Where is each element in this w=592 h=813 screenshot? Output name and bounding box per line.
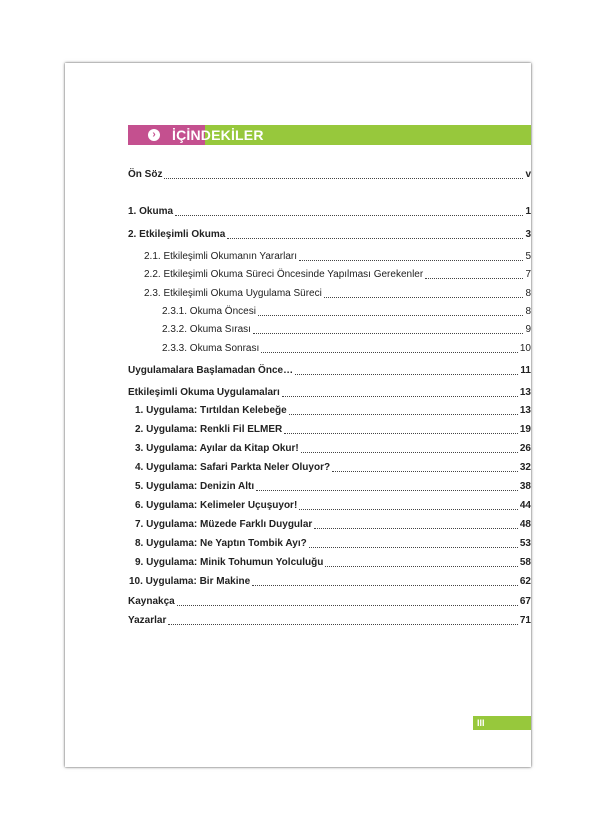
toc-entry-label: Ön Söz	[128, 169, 163, 180]
toc-entry[interactable]	[135, 462, 531, 474]
toc-entry-page: 1	[525, 206, 531, 217]
toc-entry[interactable]	[128, 206, 531, 218]
toc-leader	[258, 314, 524, 316]
toc-leader	[299, 259, 523, 261]
toc-leader	[295, 373, 518, 375]
toc-entry[interactable]	[162, 343, 531, 355]
toc-entry-page: 67	[519, 596, 531, 607]
toc-entry[interactable]	[128, 169, 531, 181]
toc-entry-page: 53	[519, 538, 531, 549]
toc-entry-label: 4. Uygulama: Safari Parkta Neler Oluyor?	[135, 462, 331, 473]
toc-entry-label: 1. Okuma	[128, 206, 174, 217]
toc-entry-page: 13	[519, 387, 531, 398]
toc-entry-page: 8	[525, 288, 531, 299]
toc-entry[interactable]	[144, 288, 531, 300]
toc-entry-page: 8	[525, 306, 531, 317]
toc-leader	[314, 527, 518, 529]
toc-leader	[227, 237, 523, 239]
toc-leader	[324, 296, 524, 298]
toc-leader	[301, 451, 518, 453]
toc-entry-label: Etkileşimli Okuma Uygulamaları	[128, 387, 280, 398]
toc-entry-page: 7	[525, 269, 531, 280]
toc-entry[interactable]	[128, 229, 531, 241]
toc-entry-page: 32	[519, 462, 531, 473]
toc-entry-label: 2.2. Etkileşimli Okuma Süreci Öncesinde Yapılması Gerekenler	[144, 269, 424, 280]
toc-entry[interactable]	[135, 519, 531, 531]
toc-entry[interactable]	[144, 251, 531, 263]
page-title: İÇİNDEKİLER	[172, 127, 264, 143]
toc-entry[interactable]	[144, 269, 531, 281]
toc-entry-page: 58	[519, 557, 531, 568]
toc-entry-label: 2.3.3. Okuma Sonrası	[162, 343, 260, 354]
toc-entry[interactable]	[128, 596, 531, 608]
toc-entry-page: 13	[519, 405, 531, 416]
toc-entry-label: Kaynakça	[128, 596, 175, 607]
toc-leader	[299, 508, 518, 510]
toc-entry[interactable]	[135, 557, 531, 569]
toc-entry-page: 44	[519, 500, 531, 511]
toc-entry-page: 48	[519, 519, 531, 530]
toc-leader	[289, 413, 518, 415]
toc-leader	[253, 332, 524, 334]
toc-entry-label: 2.3.2. Okuma Sırası	[162, 324, 251, 335]
toc-leader	[332, 470, 518, 472]
toc-entry[interactable]	[129, 576, 531, 588]
toc-entry-label: 2.1. Etkileşimli Okumanın Yararları	[144, 251, 298, 262]
toc-leader	[425, 277, 523, 279]
toc-entry-label: 9. Uygulama: Minik Tohumun Yolculuğu	[135, 557, 324, 568]
document-page	[65, 63, 531, 767]
toc-entry-page: 3	[525, 229, 531, 240]
toc-entry[interactable]	[135, 481, 531, 493]
toc-entry[interactable]	[162, 306, 531, 318]
toc-entry[interactable]	[135, 500, 531, 512]
toc-entry-label: 5. Uygulama: Denizin Altı	[135, 481, 255, 492]
toc-entry-page: 5	[525, 251, 531, 262]
toc-leader	[309, 546, 518, 548]
toc-entry-page: 10	[519, 343, 531, 354]
toc-entry[interactable]	[128, 365, 531, 377]
toc-entry[interactable]	[135, 405, 531, 417]
toc-leader	[168, 623, 518, 625]
toc-entry-page: v	[525, 169, 531, 180]
toc-entry-label: 7. Uygulama: Müzede Farklı Duygular	[135, 519, 313, 530]
toc-leader	[282, 395, 518, 397]
toc-entry[interactable]	[135, 424, 531, 436]
chevron-right-icon: ›	[148, 129, 160, 141]
toc-entry-page: 26	[519, 443, 531, 454]
toc-leader	[284, 432, 518, 434]
toc-entry[interactable]	[128, 387, 531, 399]
toc-entry-label: 3. Uygulama: Ayılar da Kitap Okur!	[135, 443, 299, 454]
page-number: III	[477, 718, 485, 728]
toc-leader	[252, 584, 518, 586]
toc-entry-page: 62	[519, 576, 531, 587]
toc-leader	[177, 604, 518, 606]
toc-entry[interactable]	[135, 538, 531, 550]
toc-entry-page: 11	[520, 365, 531, 376]
toc-entry-label: 2. Uygulama: Renkli Fil ELMER	[135, 424, 283, 435]
toc-leader	[325, 565, 518, 567]
toc-entry-label: Yazarlar	[128, 615, 167, 626]
toc-entry-page: 9	[525, 324, 531, 335]
toc-leader	[256, 489, 518, 491]
toc-entry[interactable]	[135, 443, 531, 455]
toc-entry-page: 19	[519, 424, 531, 435]
toc-entry-label: 2.3.1. Okuma Öncesi	[162, 306, 256, 317]
toc-entry[interactable]	[162, 324, 531, 336]
toc-entry-label: 1. Uygulama: Tırtıldan Kelebeğe	[135, 405, 287, 416]
toc-entry-label: 6. Uygulama: Kelimeler Uçuşuyor!	[135, 500, 298, 511]
toc-entry-page: 38	[519, 481, 531, 492]
toc-leader	[261, 351, 518, 353]
toc-entry-label: 2.3. Etkileşimli Okuma Uygulama Süreci	[144, 288, 322, 299]
toc-leader	[164, 177, 523, 179]
toc-entry-label: 2. Etkileşimli Okuma	[128, 229, 226, 240]
toc-entry-label: 10. Uygulama: Bir Makine	[129, 576, 251, 587]
toc-entry-label: 8. Uygulama: Ne Yaptın Tombik Ayı?	[135, 538, 307, 549]
toc-entry-page: 71	[519, 615, 531, 626]
toc-leader	[175, 214, 523, 216]
toc-entry[interactable]	[128, 615, 531, 627]
toc-entry-label: Uygulamalara Başlamadan Önce…	[128, 365, 294, 376]
